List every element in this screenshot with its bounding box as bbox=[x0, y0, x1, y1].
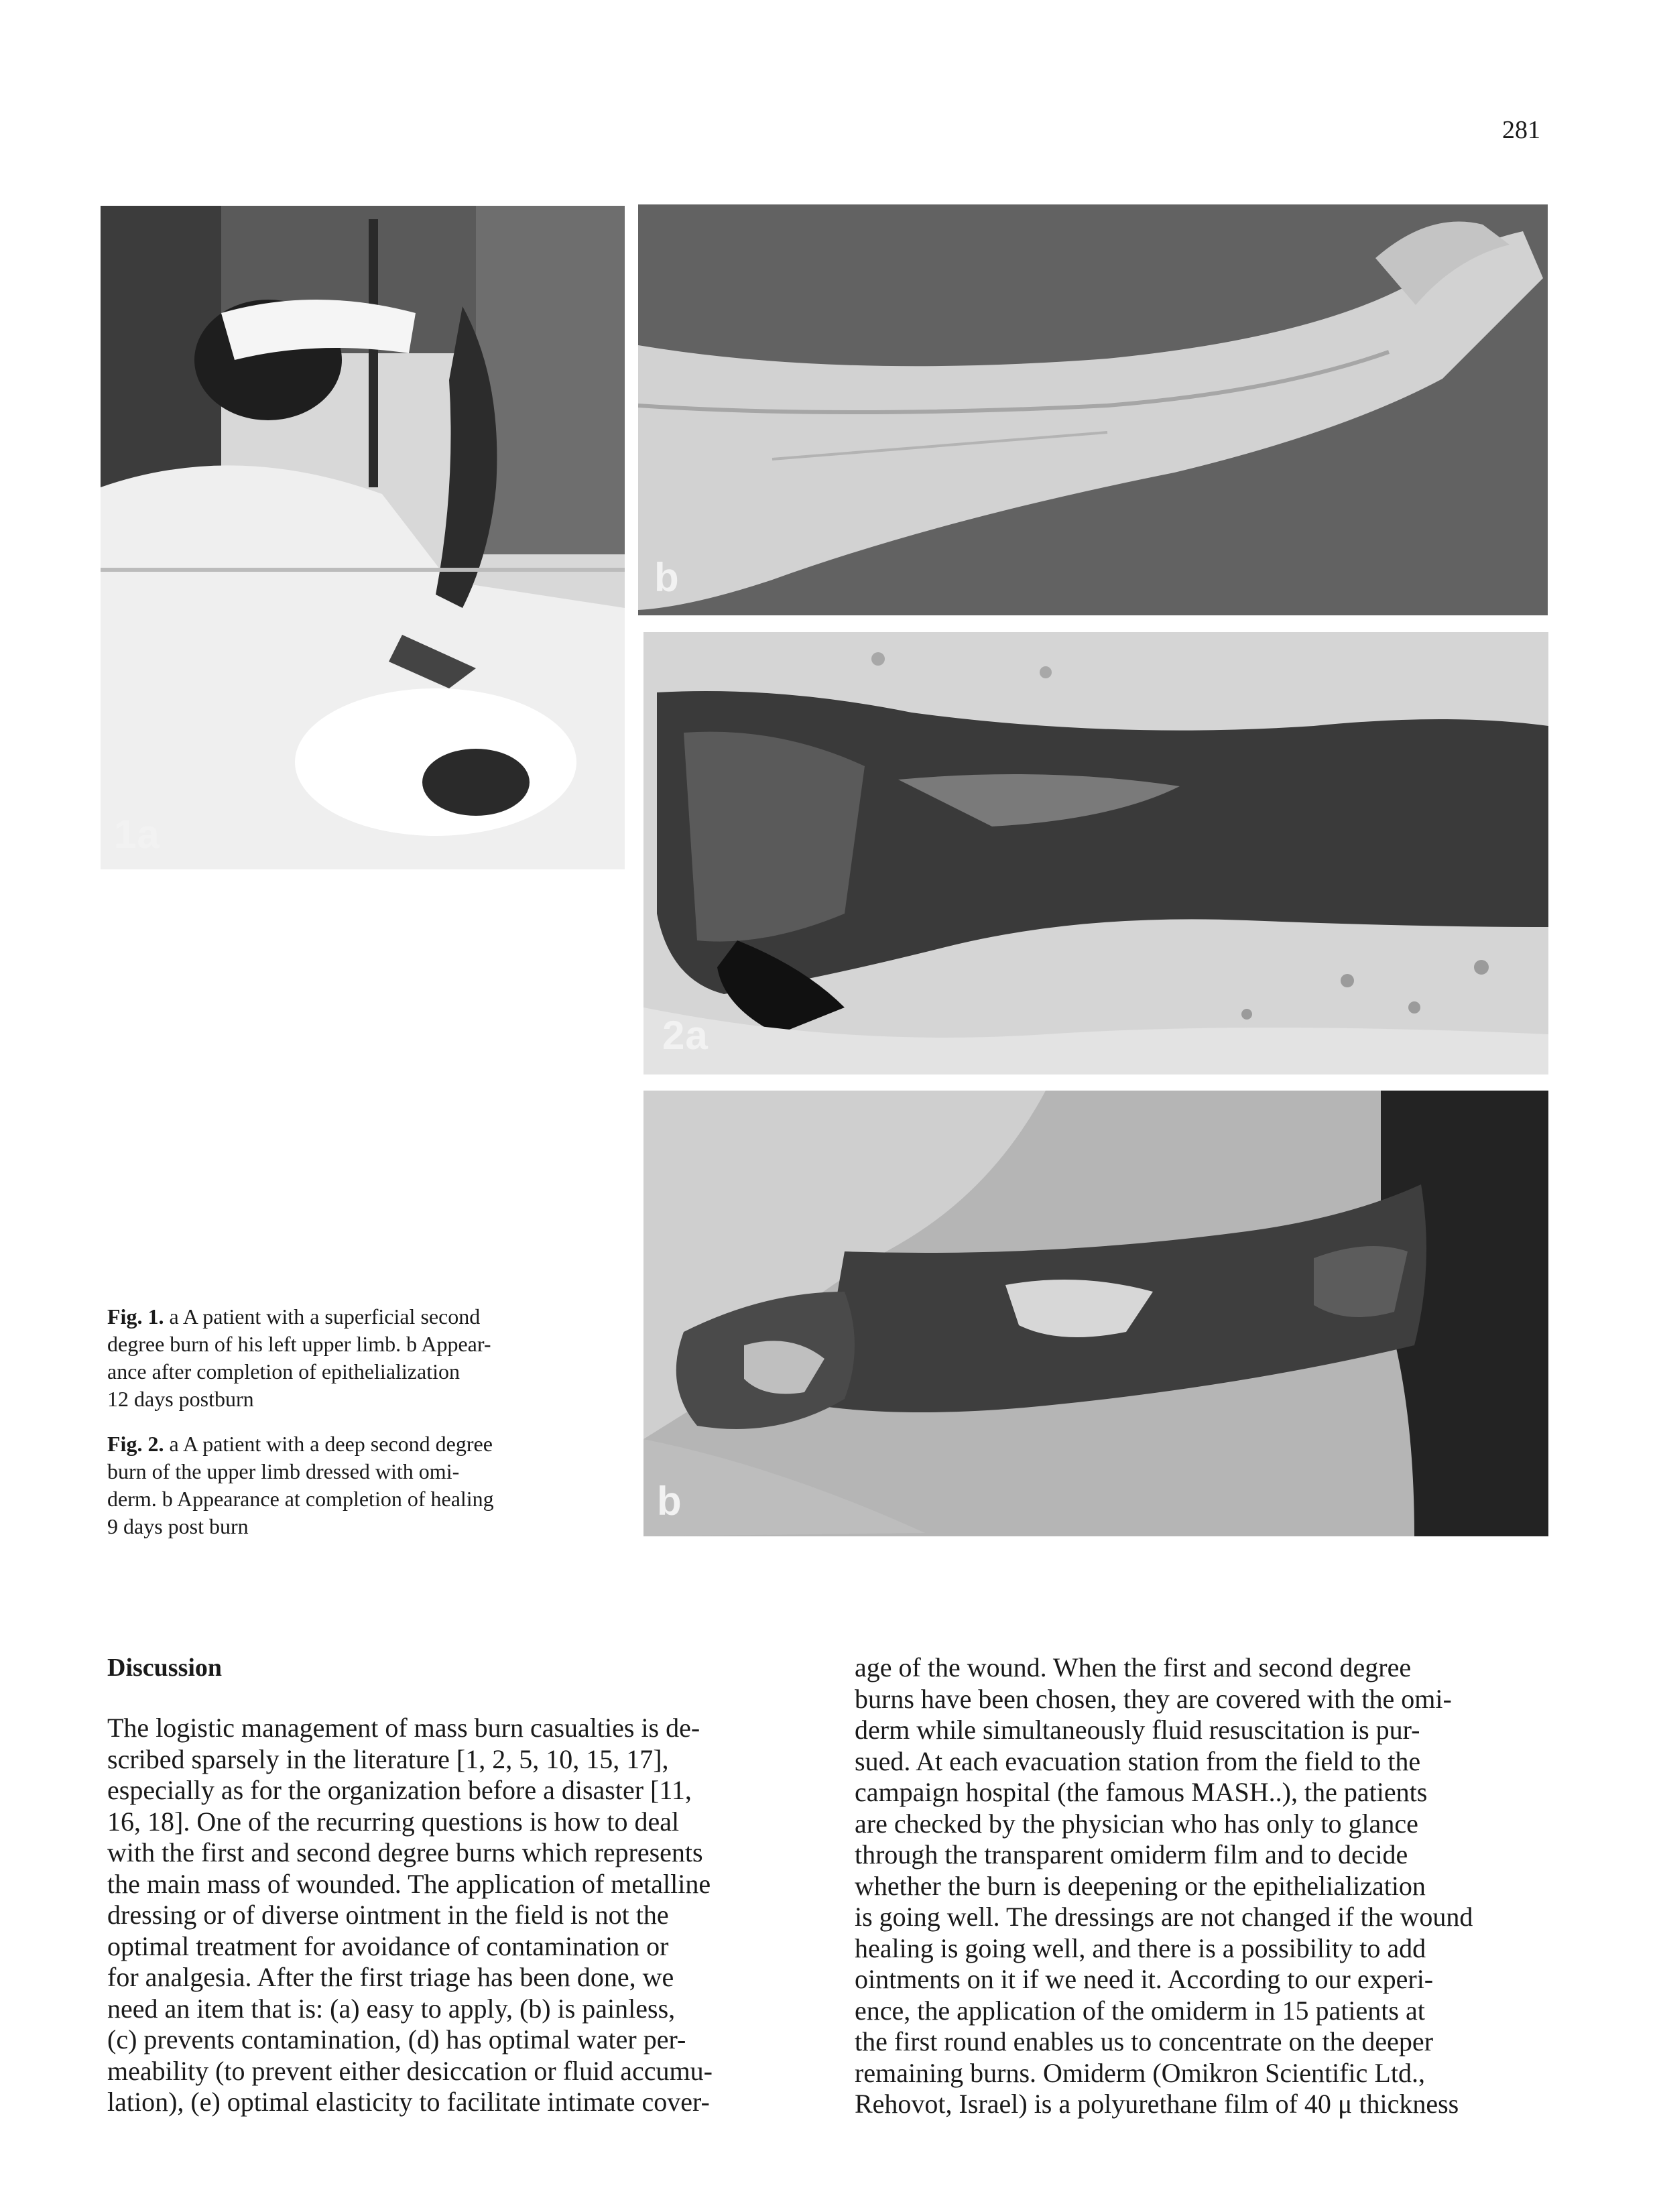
caption-fig2-number: Fig. 2. bbox=[107, 1432, 164, 1456]
figure-1a-photo bbox=[101, 206, 625, 869]
figure-2a-label: 2a bbox=[662, 1013, 709, 1058]
caption-fig2-text: a A patient with a deep second degree burn of the upper limb dressed with omi- derm. b Appearance at completion of healing 9 days post burn bbox=[107, 1432, 494, 1538]
caption-fig1-number: Fig. 1. bbox=[107, 1304, 164, 1329]
figure-2b-label: b bbox=[657, 1479, 682, 1524]
caption-fig1 bbox=[107, 1303, 590, 1413]
figure-1b-photo bbox=[638, 204, 1548, 615]
discussion-right-column: age of the wound. When the first and second degree burns have been chosen, they are covered with the omi- derm while simultaneously fluid resuscitation is pur- sued. At each evacuation station from the field to the campaign hospital (the famous MASH..), the patients are checked by the physician who has only to glance through the transparent omiderm film and to decide whether the burn is deepening or the epithelialization is going well. The dressings are not changed if the wound healing is going well, and there is a possibility to add ointments on it if we need it. According to our experi- ence, the application of the omiderm in 15 patients at the first round enables us to concentrate on the deeper remaining burns. Omiderm (Omikron Scientific Ltd., Rehovot, Israel) is a polyurethane film of 40 μ thickness bbox=[855, 1652, 1473, 2119]
figure-2a-photo bbox=[643, 632, 1548, 1074]
figure-2b-photo bbox=[643, 1091, 1548, 1536]
discussion-left-column: The logistic management of mass burn casualties is de- scribed sparsely in the literature [1, 2, 5, 10, 15, 17], especially as for the organization before a disaster [11, 16, 18]. One of the recurring questions is how to deal with the first and second degree burns which represents the main mass of wounded. The application of metalline dressing or of diverse ointment in the field is not the optimal treatment for avoidance of contamination or for analgesia. After the first triage has been done, we need an item that is: (a) easy to apply, (b) is painless, (c) prevents contamination, (d) has optimal water per- meability (to prevent either desiccation or fluid accumu- lation), (e) optimal elasticity to facilitate intimate cover- bbox=[107, 1713, 713, 2117]
figure-captions bbox=[107, 1303, 590, 1558]
figure-1a-label: 1a bbox=[114, 812, 160, 857]
section-heading-discussion: Discussion bbox=[107, 1654, 223, 1682]
caption-fig2 bbox=[107, 1430, 590, 1540]
caption-fig1-text: a A patient with a superficial second degree burn of his left upper limb. b Appear- ance after completion of epithelialization 12 days postburn bbox=[107, 1304, 491, 1411]
figure-1b-label: b bbox=[654, 555, 680, 600]
page-number: 281 bbox=[1502, 116, 1540, 144]
